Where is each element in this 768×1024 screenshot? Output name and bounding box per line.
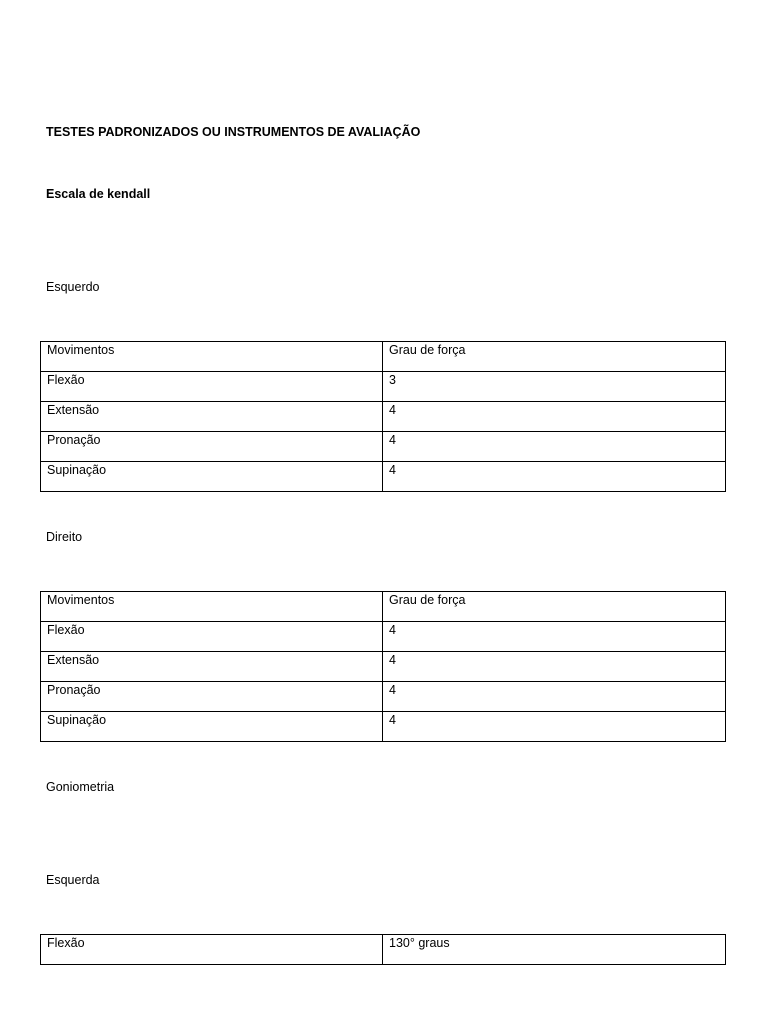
table-cell: Extensão (41, 402, 383, 432)
table-cell: 4 (383, 652, 726, 682)
table-cell: Flexão (41, 372, 383, 402)
goniometry-left-label: Esquerda (46, 873, 100, 887)
table-cell: 4 (383, 682, 726, 712)
table-cell: 4 (383, 432, 726, 462)
table-row (41, 432, 726, 462)
table-row (41, 342, 726, 372)
table-cell: 4 (383, 622, 726, 652)
table-cell: Flexão (41, 935, 383, 965)
left-strength-table (40, 341, 726, 492)
right-side-label: Direito (46, 530, 83, 544)
table-cell: Pronação (41, 682, 383, 712)
table-row (41, 372, 726, 402)
table-cell: Supinação (41, 462, 383, 492)
table-row (41, 402, 726, 432)
table-cell: 4 (383, 402, 726, 432)
table-cell: Movimentos (41, 342, 383, 372)
table-cell: 130° graus (383, 935, 726, 965)
table-cell: Extensão (41, 652, 383, 682)
table-cell: Grau de força (383, 592, 726, 622)
table-row (41, 652, 726, 682)
table-cell: Supinação (41, 712, 383, 742)
table-cell: 4 (383, 462, 726, 492)
table-row (41, 935, 726, 965)
table-row (41, 682, 726, 712)
left-side-label: Esquerdo (46, 280, 100, 294)
table-cell: Flexão (41, 622, 383, 652)
goniometry-table (40, 934, 726, 965)
right-strength-table (40, 591, 726, 742)
main-title: TESTES PADRONIZADOS OU INSTRUMENTOS DE AVALIAÇÃO (46, 125, 421, 139)
table-row (41, 712, 726, 742)
table-cell: Grau de força (383, 342, 726, 372)
table-row (41, 622, 726, 652)
table-cell: Movimentos (41, 592, 383, 622)
table-row (41, 592, 726, 622)
table-cell: 3 (383, 372, 726, 402)
table-cell: 4 (383, 712, 726, 742)
goniometry-label: Goniometria (46, 780, 115, 794)
table-cell: Pronação (41, 432, 383, 462)
subtitle-kendall-scale: Escala de kendall (46, 187, 151, 201)
table-row (41, 462, 726, 492)
